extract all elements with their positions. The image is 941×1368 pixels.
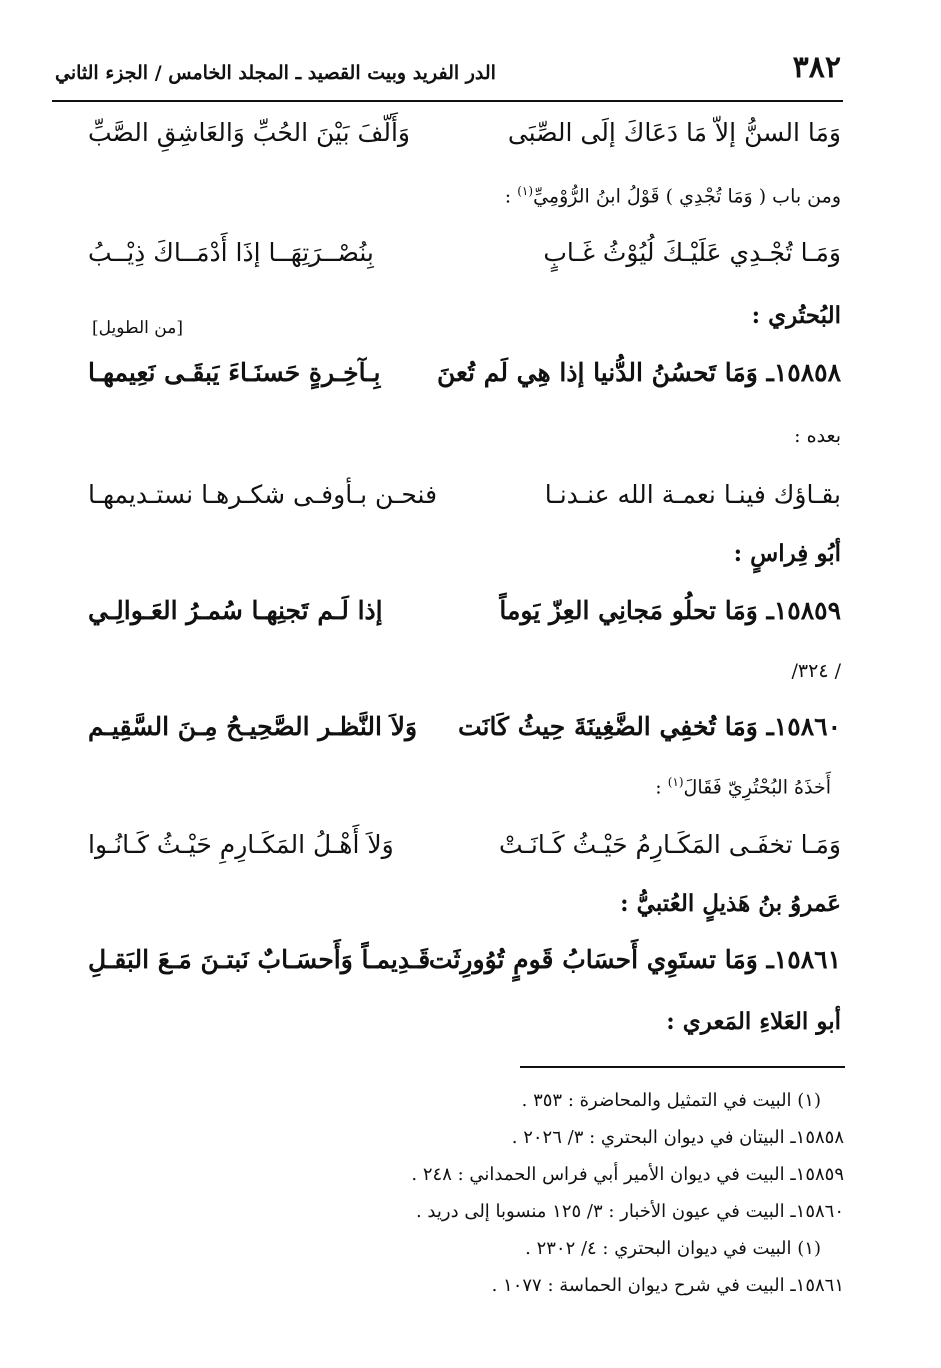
poet-bohtori: البُحتُري : [751, 302, 841, 329]
page-number: ٣٨٢ [792, 50, 841, 85]
bohtori-took-colon: : [655, 776, 662, 799]
verse-second-hemistich: وَلاَ أَهْـلُ المَكَـارِمِ حَيْـثُ كَـانُـوا [88, 830, 394, 859]
poet-abu-firas: أبُو فِراسٍ : [733, 540, 841, 567]
meter-label: [من الطويل] [92, 318, 183, 338]
footnote-rule [520, 1066, 845, 1068]
verse-first-hemistich: ١٥٨٥٩ـ وَمَا تحلُو مَجانِي العِزّ يَوماً [499, 596, 841, 625]
footnote: (١) البيت في ديوان البحتري : ٤/ ٢٣٠٢ . [525, 1238, 821, 1259]
verse-second-hemistich: قَـدِيمـاً وَأَحسَـابٌ نَبتـنَ مَـعَ البَقـلِ [88, 945, 431, 974]
verse-first-hemistich: ١٥٨٦١ـ وَمَا تستَوِي أَحسَابُ قَومٍ تُوُورِثَت [428, 945, 841, 974]
ibn-rumi-intro [505, 184, 841, 207]
intro-colon: : [504, 185, 512, 208]
verse-first-hemistich: وَمَـا تُجْـدِي عَلَيْـكَ لُيُوْثُ غَـابٍ [543, 238, 841, 267]
bohtori-took-text: أَخذَهُ البُحْتُرِيّ فَقَالَ [683, 776, 831, 799]
after-it-label: بعده : [794, 425, 841, 447]
verse-second-hemistich: فنحـن بـأوفـى شكـرهـا نستـديمهـا [88, 480, 438, 509]
verse-second-hemistich: إذا لَـم تَجنِهـا سُمـرُ العَـوالِـي [88, 596, 383, 625]
running-title: الدر الفريد وبيت القصيد ـ المجلد الخامس / الجزء الثاني [55, 62, 496, 84]
page-reference: / ٣٢٤/ [791, 660, 841, 682]
footnote: ١٥٨٥٨ـ البيتان في ديوان البحتري : ٣/ ٢٠٢٦ . [511, 1127, 844, 1148]
footnote-marker: (١) [667, 775, 684, 789]
footnote: ١٥٨٥٩ـ البيت في ديوان الأمير أبي فراس الحمداني : ٢٤٨ . [411, 1164, 844, 1185]
intro-text: ومن باب ( وَمَا تُجْدِي ) قَوْلُ ابنُ الرُّوْمِيِّ [533, 185, 841, 208]
verse-second-hemistich: بِـآخِـرةٍ حَسنَـاءَ يَبقَـى نَعِيمهـا [88, 358, 381, 387]
verse-second-hemistich: وَلاَ النَّظـر الصَّحِيـحُ مِـنَ السَّقِيـم [88, 712, 418, 741]
verse-first-hemistich: بقـاؤك فينـا نعمـة الله عنـدنـا [544, 480, 841, 509]
footnote-marker: (١) [517, 184, 534, 198]
verse-first-hemistich: وَمَا السنُّ إلاّ مَا دَعَاكَ إلَى الصِّبَى [507, 118, 841, 147]
verse-first-hemistich: ١٥٨٥٨ـ وَمَا تَحسُنُ الدُّنيا إذا هِي لَم تُعنَ [436, 358, 841, 387]
poet-abu-ala: أبو العَلاءِ المَعري : [666, 1008, 841, 1035]
header-rule [52, 100, 843, 102]
poet-amr-utbi: عَمروُ بنُ هَذيلٍ العُتبيُّ : [620, 890, 841, 917]
bohtori-took-line [655, 775, 831, 798]
verse-first-hemistich: وَمَـا تخفَـى المَكَـارِمُ حَيْـثُ كَـانَـتْ [499, 830, 841, 859]
footnote: (١) البيت في التمثيل والمحاضرة : ٣٥٣ . [521, 1090, 821, 1111]
verse-first-hemistich: ١٥٨٦٠ـ وَمَا تُخفِي الضَّغِينَةَ حِيثُ كَانَت [457, 712, 841, 741]
verse-second-hemistich: وَأَلّفَ بَيْنَ الحُبِّ وَالعَاشِقِ الصَّبِّ [88, 118, 410, 147]
footnote: ١٥٨٦٠ـ البيت في عيون الأخبار : ٣/ ١٢٥ منسوبا إلى دريد . [415, 1201, 844, 1222]
verse-second-hemistich: بِنُصْــرَتِهَــا إذَا أَدْمَــاكَ ذِيْــبُ [88, 238, 374, 267]
footnote: ١٥٨٦١ـ البيت في شرح ديوان الحماسة : ١٠٧٧ . [491, 1275, 844, 1296]
